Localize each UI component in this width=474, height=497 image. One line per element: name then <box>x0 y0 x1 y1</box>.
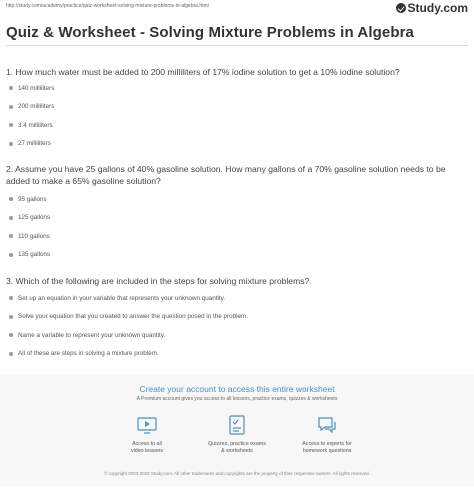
answer-option[interactable] <box>9 308 248 327</box>
answer-option[interactable] <box>9 289 248 308</box>
radio-bullet-icon <box>9 296 13 300</box>
radio-bullet-icon <box>9 105 13 109</box>
answer-option[interactable] <box>9 98 54 117</box>
radio-bullet-icon <box>9 253 13 257</box>
question-3: 3. Which of the following are included in the steps for solving mixture problems? <box>6 276 310 286</box>
radio-bullet-icon <box>9 315 13 319</box>
feature-label: Access to all video lessons <box>130 441 164 454</box>
radio-bullet-icon <box>9 142 13 146</box>
answer-label: Solve your equation that you created to answer the question posed in the problem. <box>18 313 248 321</box>
answers-3 <box>9 289 248 363</box>
question-2: 2. Assume you have 25 gallons of 40% gasoline solution. How many gallons of a 70% gasoline solution needs to be added to make a 65% gasoline solution? <box>6 164 446 186</box>
answer-option[interactable] <box>9 135 54 154</box>
question-1: 1. How much water must be added to 200 milliliters of 17% iodine solution to get a 10% iodine solution? <box>6 67 400 77</box>
premium-promo <box>0 374 474 486</box>
feature-label: Access to experts for homework questions <box>302 441 352 454</box>
page-url: http://study.com/academy/practice/quiz-worksheet-solving-mixture-problems-in-algebra.html <box>6 3 209 9</box>
feature-video-lessons <box>112 414 182 455</box>
logo-check-icon <box>396 3 406 13</box>
radio-bullet-icon <box>9 86 13 90</box>
radio-bullet-icon <box>9 352 13 356</box>
expert-chat-icon <box>316 414 338 436</box>
logo-text: Study.com <box>407 1 468 15</box>
page-title: Quiz & Worksheet - Solving Mixture Problems in Algebra <box>6 24 414 41</box>
answer-option[interactable] <box>9 345 248 364</box>
promo-subtitle: A Premium account gives you access to all lessons, practice exams, quizzes & worksheets <box>136 396 338 402</box>
radio-bullet-icon <box>9 197 13 201</box>
answer-option[interactable] <box>9 79 54 98</box>
answer-label: Name a variable to represent your unknown quantity. <box>18 331 166 339</box>
radio-bullet-icon <box>9 123 13 127</box>
answer-option[interactable] <box>9 116 54 135</box>
answer-label: 125 gallons <box>18 214 51 222</box>
answer-option[interactable] <box>9 227 50 246</box>
answer-label: 135 gallons <box>18 251 51 259</box>
radio-bullet-icon <box>9 333 13 337</box>
answers-1 <box>9 79 54 153</box>
feature-experts <box>292 414 362 455</box>
copyright-notice: © copyright 2003-2020 Study.com. All other trademarks and copyrights are the property of their respective owners. All rights reserved. <box>104 471 370 476</box>
radio-bullet-icon <box>9 216 13 220</box>
answer-label: Set up an equation in your variable that represents your unknown quantity. <box>18 294 226 302</box>
answer-option[interactable] <box>9 209 50 228</box>
answer-label: All of these are steps in solving a mixture problem. <box>18 350 159 358</box>
video-lesson-icon <box>136 414 158 436</box>
feature-label: Quizzes, practice exams & worksheets <box>208 441 266 454</box>
quiz-icon <box>226 414 248 436</box>
answer-label: 27 milliliters <box>18 140 51 148</box>
answer-option[interactable] <box>9 326 248 345</box>
promo-title[interactable]: Create your account to access this entire worksheet <box>139 384 335 394</box>
answer-label: 200 milliliters <box>18 103 55 111</box>
study-logo[interactable] <box>396 1 468 15</box>
answer-option[interactable] <box>9 246 50 265</box>
title-divider <box>6 45 468 46</box>
radio-bullet-icon <box>9 234 13 238</box>
answer-label: 3.4 milliliters <box>18 121 53 129</box>
answer-label: 110 gallons <box>18 232 50 240</box>
answer-label: 95 gallons <box>18 195 47 203</box>
answer-label: 140 milliliters <box>18 84 55 92</box>
feature-quizzes <box>202 414 272 455</box>
answer-option[interactable] <box>9 190 50 209</box>
answers-2 <box>9 190 50 264</box>
